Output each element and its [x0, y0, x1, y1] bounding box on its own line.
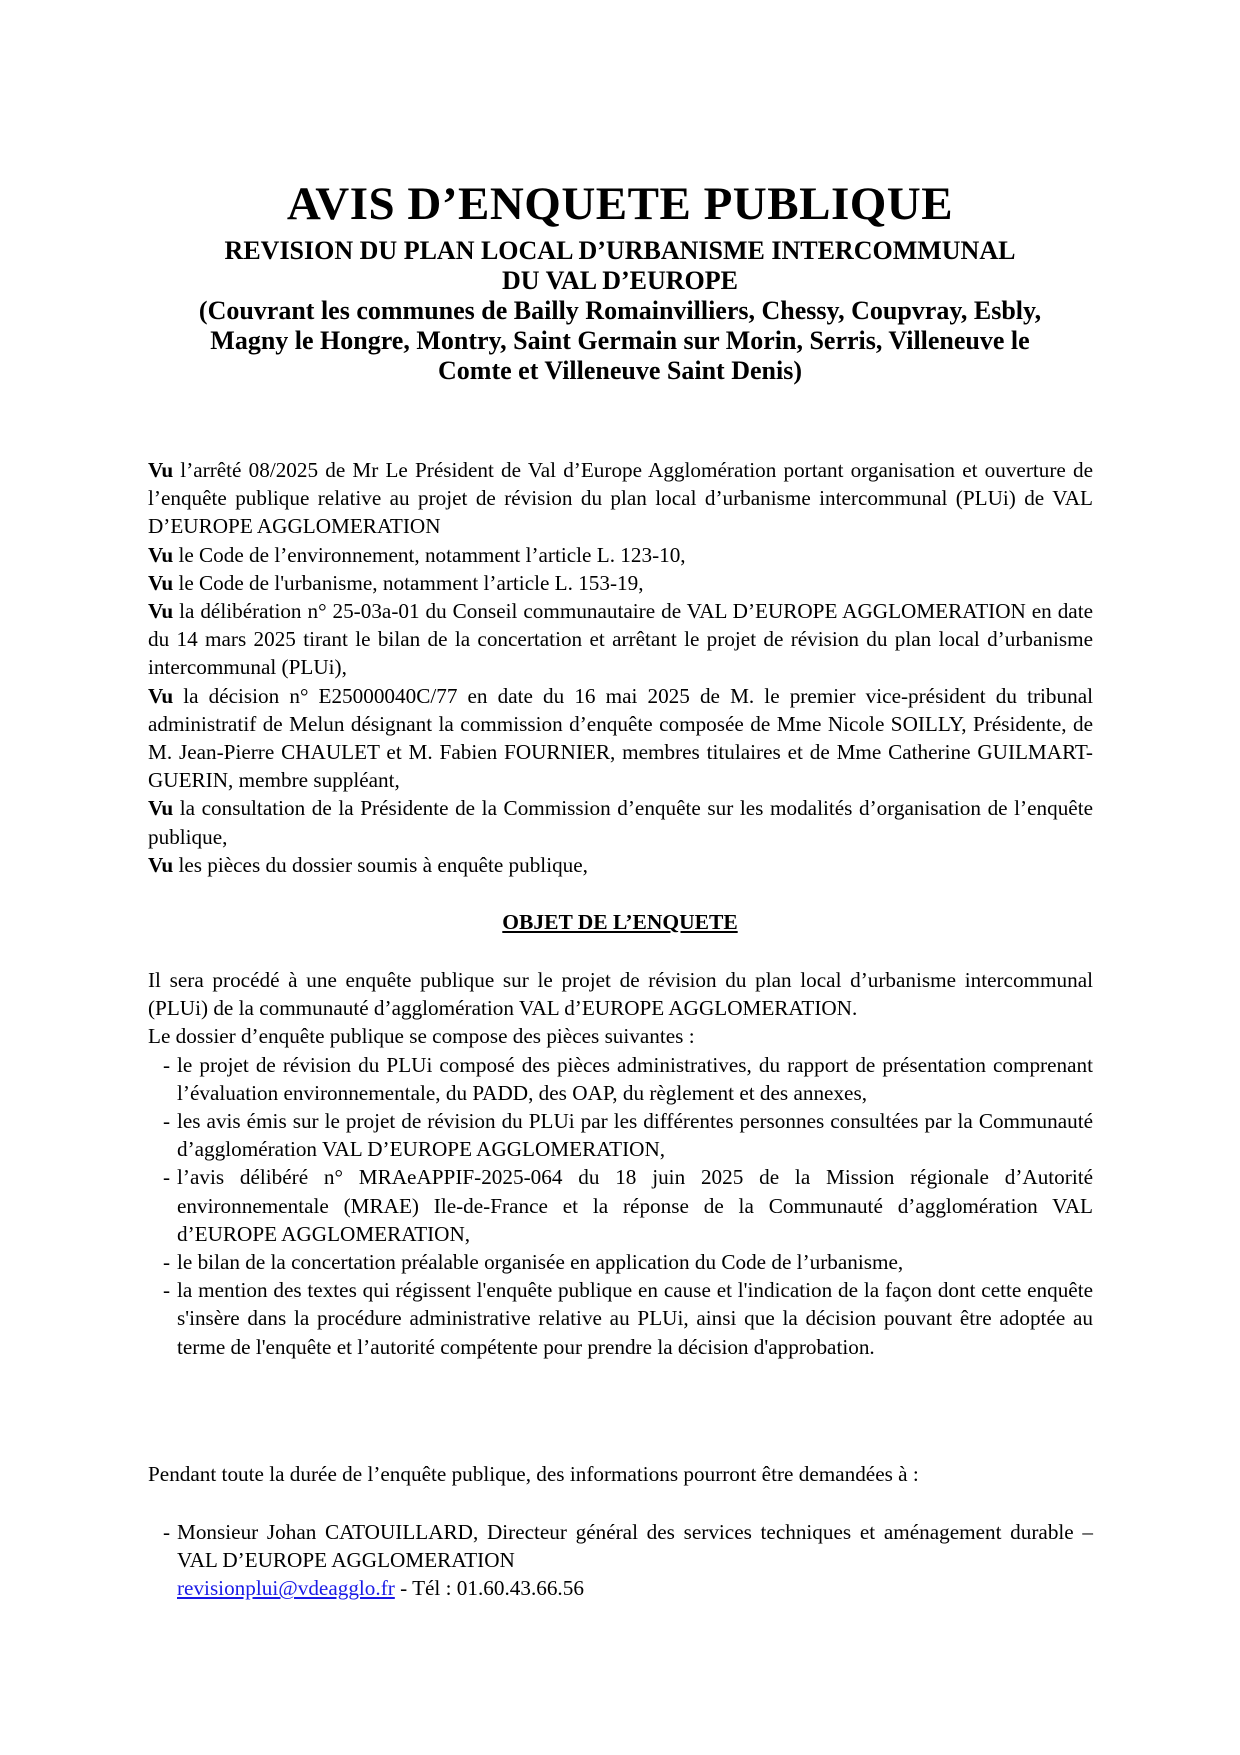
vu-label: Vu — [148, 570, 174, 595]
section-heading-objet: OBJET DE L’ENQUETE — [502, 910, 738, 934]
email-link[interactable]: revisionplui@vdeagglo.fr — [177, 1576, 395, 1601]
communes-line: Comte et Villeneuve Saint Denis) — [438, 356, 802, 385]
consideration-item — [148, 851, 1093, 879]
subtitle-line: REVISION DU PLAN LOCAL D’URBANISME INTERCOMMUNAL — [224, 236, 1016, 265]
consideration-item — [148, 541, 1093, 569]
consideration-text: les pièces du dossier soumis à enquête publique, — [173, 852, 588, 877]
contact-list — [148, 1518, 1093, 1603]
considerations-block — [148, 456, 1093, 879]
contact-block — [148, 1518, 1093, 1603]
contact-phone: - Tél : 01.60.43.66.56 — [394, 1576, 584, 1601]
consideration-item — [148, 794, 1093, 850]
list-item: - la mention des textes qui régissent l'enquête publique en cause et l'indication de la façon dont cette enquête s'insère dans la procédure administrative relative au PLUi, ainsi que la décision pouvant être adoptée au terme de l'enquête et l’autorité compétente pour prendre la décision d'approbation. — [148, 1276, 1093, 1361]
consideration-text: l’arrêté 08/2025 de Mr Le Président de Val d’Europe Agglomération portant organisation et ouverture de l’enquête publique relative au projet de révision du plan local d’urbanisme intercommunal (PLUi) de VAL D’EUROPE AGGLOMERATION — [148, 458, 1093, 539]
consideration-item — [148, 456, 1093, 541]
list-item: - les avis émis sur le projet de révision du PLUi par les différentes personnes consultées par la Communauté d’agglomération VAL D’EUROPE AGGLOMERATION, — [148, 1107, 1093, 1163]
information-block — [148, 1460, 1093, 1488]
communes-line: Magny le Hongre, Montry, Saint Germain sur Morin, Serris, Villeneuve le — [210, 326, 1030, 355]
vu-label: Vu — [148, 458, 174, 482]
consideration-text: le Code de l’environnement, notamment l’article L. 123-10, — [173, 542, 686, 567]
dossier-intro: Le dossier d’enquête publique se compose des pièces suivantes : — [148, 1024, 695, 1049]
contact-item — [148, 1518, 1093, 1603]
page-title: AVIS D’ENQUETE PUBLIQUE — [286, 178, 954, 230]
list-item: - le projet de révision du PLUi composé des pièces administratives, du rapport de présentation comprenant l’évaluation environnementale, du PADD, des OAP, du règlement et des annexes, — [148, 1051, 1093, 1107]
information-intro: Pendant toute la durée de l’enquête publique, des informations pourront être demandées à : — [148, 1462, 919, 1486]
list-item: - l’avis délibéré n° MRAeAPPIF-2025-064 du 18 juin 2025 de la Mission régionale d’Autorité environnementale (MRAE) Ile-de-France et la réponse de la Communauté d’agglomération VAL d’EUROPE AGGLOMERATION, — [148, 1163, 1093, 1248]
vu-label: Vu — [148, 683, 174, 708]
vu-label: Vu — [148, 852, 174, 877]
vu-label: Vu — [148, 542, 174, 567]
pieces-list — [148, 1051, 1093, 1361]
subtitle-line: DU VAL D’EUROPE — [502, 266, 738, 295]
vu-label: Vu — [148, 599, 174, 624]
objet-intro: Il sera procédé à une enquête publique sur le projet de révision du plan local d’urbanisme intercommunal (PLUi) de la communauté d’agglomération VAL d’EUROPE AGGLOMERATION. — [148, 968, 1093, 1021]
vu-label: Vu — [148, 796, 174, 821]
communes-line: (Couvrant les communes de Bailly Romainvilliers, Chessy, Coupvray, Esbly, — [198, 296, 1042, 325]
consideration-item — [148, 569, 1093, 597]
objet-block — [148, 966, 1093, 1361]
consideration-item — [148, 682, 1093, 795]
consideration-text: la décision n° E25000040C/77 en date du 16 mai 2025 de M. le premier vice-président du tribunal administratif de Melun désignant la commission d’enquête composée de Mme Nicole SOILLY, Présidente, de M. Jean-Pierre CHAULET et M. Fabien FOURNIER, membres titulaires et de Mme Catherine GUILMART-GUERIN, membre suppléant, — [148, 683, 1093, 793]
contact-text: Monsieur Johan CATOUILLARD, Directeur général des services techniques et aménagement durable – VAL D’EUROPE AGGLOMERATION — [177, 1520, 1093, 1573]
page-subtitle — [140, 236, 1100, 386]
consideration-text: le Code de l'urbanisme, notamment l’article L. 153-19, — [173, 570, 644, 595]
consideration-item — [148, 597, 1093, 682]
consideration-text: la délibération n° 25-03a-01 du Conseil communautaire de VAL D’EUROPE AGGLOMERATION en date du 14 mars 2025 tirant le bilan de la concertation et arrêtant le projet de révision du plan local d’urbanisme intercommunal (PLUi), — [148, 599, 1093, 680]
consideration-text: la consultation de la Présidente de la Commission d’enquête sur les modalités d’organisation de l’enquête publique, — [148, 796, 1093, 849]
list-item: - le bilan de la concertation préalable organisée en application du Code de l’urbanisme, — [148, 1248, 1093, 1276]
